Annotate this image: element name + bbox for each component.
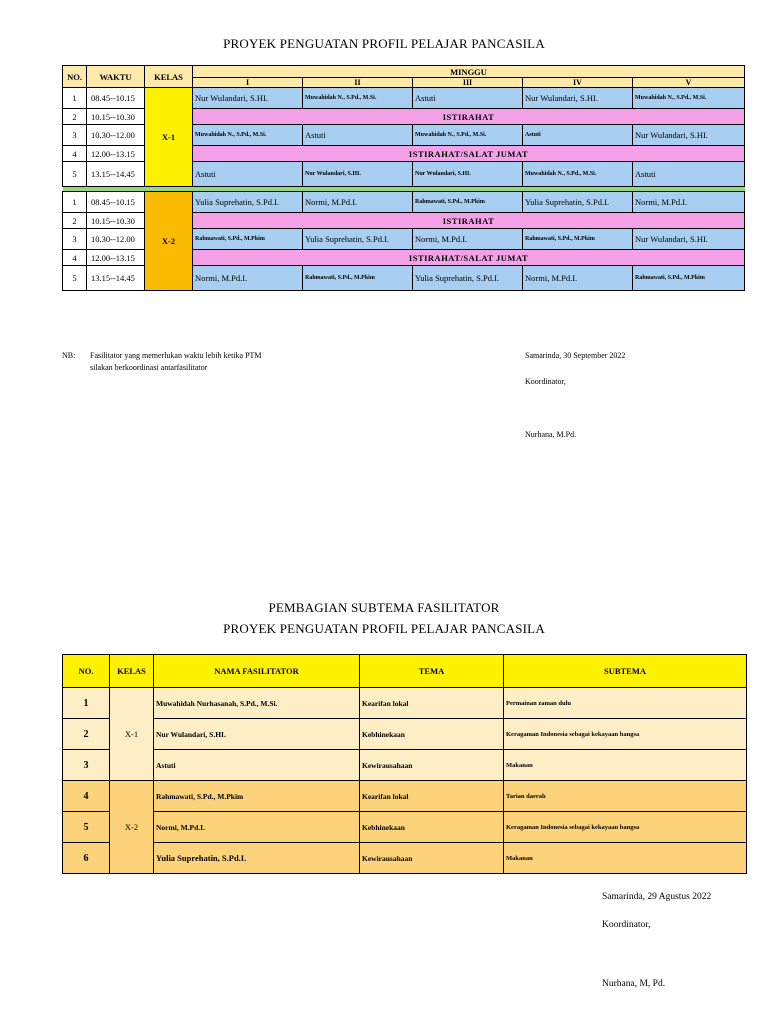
table-row	[63, 88, 745, 109]
schedule-cell: Rahmawati, S.Pd., M.Pkim	[303, 266, 413, 291]
table-row	[63, 719, 747, 750]
break-cell: ISTIRAHAT/SALAT JUMAT	[193, 250, 745, 266]
facilitator-title-2: PROYEK PENGUATAN PROFIL PELAJAR PANCASILA	[223, 621, 545, 636]
schedule-cell: Rahmawati, S.Pd., M.Pkim	[523, 229, 633, 250]
schedule-sign-name: Nurhana, M.Pd.	[525, 430, 577, 439]
facilitator-title-1: PEMBAGIAN SUBTEMA FASILITATOR	[268, 600, 500, 615]
fac-row-no: 2	[63, 719, 110, 750]
schedule-cell: Normi, M.Pd.I.	[193, 266, 303, 291]
schedule-cell: Nur Wulandari, S.HI.	[523, 88, 633, 109]
fac-row-no: 4	[63, 781, 110, 812]
row-time: 12.00--13.15	[87, 250, 145, 266]
schedule-cell: Nur Wulandari, S.HI.	[633, 229, 745, 250]
fac-header-subtema: SUBTEMA	[504, 655, 747, 688]
note-label: NB:	[62, 351, 76, 360]
schedule-cell: Nur Wulandari, S.HI.	[193, 88, 303, 109]
schedule-table	[62, 65, 745, 291]
schedule-title: PROYEK PENGUATAN PROFIL PELAJAR PANCASILA	[223, 36, 545, 51]
row-no: 4	[63, 250, 87, 266]
row-no: 2	[63, 109, 87, 125]
schedule-cell: Yulia Suprehatin, S.Pd.I.	[193, 192, 303, 213]
kelas-cell: X-1	[145, 88, 193, 187]
row-time: 13.15--14.45	[87, 266, 145, 291]
fac-row-no: 5	[63, 812, 110, 843]
row-no: 5	[63, 162, 87, 187]
fac-nama: Rahmawati, S.Pd., M.Pkim	[154, 781, 360, 812]
row-time: 10.30--12.00	[87, 125, 145, 146]
row-time: 08.45--10.15	[87, 88, 145, 109]
row-time: 12.00--13.15	[87, 146, 145, 162]
fac-row-no: 3	[63, 750, 110, 781]
fac-nama: Muwahidah Nurhasanah, S.Pd., M.Si.	[154, 688, 360, 719]
schedule-cell: Rahmawati, S.Pd., M.Pkim	[413, 192, 523, 213]
break-cell: ISTIRAHAT	[193, 109, 745, 125]
schedule-cell: Normi, M.Pd.I.	[413, 229, 523, 250]
row-time: 08.45--10.15	[87, 192, 145, 213]
row-time: 10.30--12.00	[87, 229, 145, 250]
schedule-cell: Muwahidah N., S.Pd., M.Si.	[633, 88, 745, 109]
break-cell: ISTIRAHAT	[193, 213, 745, 229]
fac-tema: Kearifan lokal	[360, 688, 504, 719]
header-week-4: IV	[523, 78, 633, 88]
fac-tema: Kebhinekaan	[360, 719, 504, 750]
fac-header-nama: NAMA FASILITATOR	[154, 655, 360, 688]
table-row	[63, 781, 747, 812]
schedule-cell: Yulia Suprehatin, S.Pd.I.	[303, 229, 413, 250]
header-week-1: I	[193, 78, 303, 88]
schedule-cell: Muwahidah N., S.Pd., M.Si.	[193, 125, 303, 146]
note-line-1: Fasilitator yang memerlukan waktu lebih ketika PTM	[90, 351, 262, 360]
schedule-sign-date: Samarinda, 30 September 2022	[525, 351, 626, 360]
facilitator-sign-role: Koordinator,	[602, 920, 651, 930]
note-line-2: silakan berkoordinasi antarfasilitator	[90, 363, 208, 372]
row-no: 1	[63, 192, 87, 213]
facilitator-table	[62, 654, 747, 874]
schedule-cell: Astuti	[303, 125, 413, 146]
schedule-cell: Astuti	[193, 162, 303, 187]
row-no: 5	[63, 266, 87, 291]
fac-tema: Kearifan lokal	[360, 781, 504, 812]
schedule-cell: Astuti	[413, 88, 523, 109]
header-week-5: V	[633, 78, 745, 88]
header-waktu: WAKTU	[87, 66, 145, 88]
fac-tema: Kebhinekaan	[360, 812, 504, 843]
row-no: 2	[63, 213, 87, 229]
schedule-cell: Nur Wulandari, S.HI.	[303, 162, 413, 187]
fac-kelas-cell: X-2	[110, 781, 154, 874]
schedule-cell: Yulia Suprehatin, S.Pd.I.	[523, 192, 633, 213]
fac-subtema: Keragaman Indonesia sebagai kekayaan bangsa	[504, 812, 747, 843]
table-row	[63, 843, 747, 874]
fac-subtema: Makanan	[504, 750, 747, 781]
fac-subtema: Makanan	[504, 843, 747, 874]
fac-nama: Yulia Suprehatin, S.Pd.I.	[154, 843, 360, 874]
row-no: 4	[63, 146, 87, 162]
fac-nama: Astuti	[154, 750, 360, 781]
header-kelas: KELAS	[145, 66, 193, 88]
facilitator-sign-date: Samarinda, 29 Agustus 2022	[602, 892, 712, 902]
schedule-cell: Astuti	[523, 125, 633, 146]
header-week-3: III	[413, 78, 523, 88]
header-no: NO.	[63, 66, 87, 88]
schedule-cell: Nur Wulandari, S.HI.	[633, 125, 745, 146]
header-minggu: MINGGU	[193, 66, 745, 78]
schedule-cell: Yulia Suprehatin, S.Pd.I.	[413, 266, 523, 291]
break-cell: ISTIRAHAT/SALAT JUMAT	[193, 146, 745, 162]
fac-header-kelas: KELAS	[110, 655, 154, 688]
fac-nama: Normi, M.Pd.I.	[154, 812, 360, 843]
fac-subtema: Tarian daerah	[504, 781, 747, 812]
fac-header-no: NO.	[63, 655, 110, 688]
schedule-cell: Astuti	[633, 162, 745, 187]
table-row	[63, 812, 747, 843]
kelas-cell: X-2	[145, 192, 193, 291]
row-time: 13.15--14.45	[87, 162, 145, 187]
schedule-cell: Normi, M.Pd.I.	[633, 192, 745, 213]
fac-header-tema: TEMA	[360, 655, 504, 688]
schedule-cell: Muwahidah N., S.Pd., M.Si.	[523, 162, 633, 187]
fac-kelas-cell: X-1	[110, 688, 154, 781]
row-no: 3	[63, 125, 87, 146]
schedule-sign-role: Koordinator,	[525, 377, 566, 386]
row-time: 10.15--10.30	[87, 213, 145, 229]
row-time: 10.15--10.30	[87, 109, 145, 125]
fac-tema: Kewirausahaan	[360, 843, 504, 874]
header-week-2: II	[303, 78, 413, 88]
table-row	[63, 750, 747, 781]
fac-row-no: 6	[63, 843, 110, 874]
row-no: 3	[63, 229, 87, 250]
row-no: 1	[63, 88, 87, 109]
schedule-cell: Normi, M.Pd.I.	[303, 192, 413, 213]
schedule-cell: Normi, M.Pd.I.	[523, 266, 633, 291]
schedule-cell: Muwahidah N., S.Pd., M.Si.	[413, 125, 523, 146]
fac-tema: Kewirausahaan	[360, 750, 504, 781]
facilitator-sign-name: Nurhana, M, Pd.	[602, 979, 666, 989]
fac-nama: Nur Wulandari, S.HI.	[154, 719, 360, 750]
fac-row-no: 1	[63, 688, 110, 719]
table-row	[63, 192, 745, 213]
schedule-cell: Nur Wulandari, S.HI.	[413, 162, 523, 187]
schedule-cell: Rahmawati, S.Pd., M.Pkim	[193, 229, 303, 250]
fac-subtema: Permainan zaman dulu	[504, 688, 747, 719]
table-row	[63, 688, 747, 719]
schedule-cell: Rahmawati, S.Pd., M.Pkim	[633, 266, 745, 291]
fac-subtema: Keragaman Indonesia sebagai kekayaan bangsa	[504, 719, 747, 750]
schedule-cell: Muwahidah N., S.Pd., M.Si.	[303, 88, 413, 109]
